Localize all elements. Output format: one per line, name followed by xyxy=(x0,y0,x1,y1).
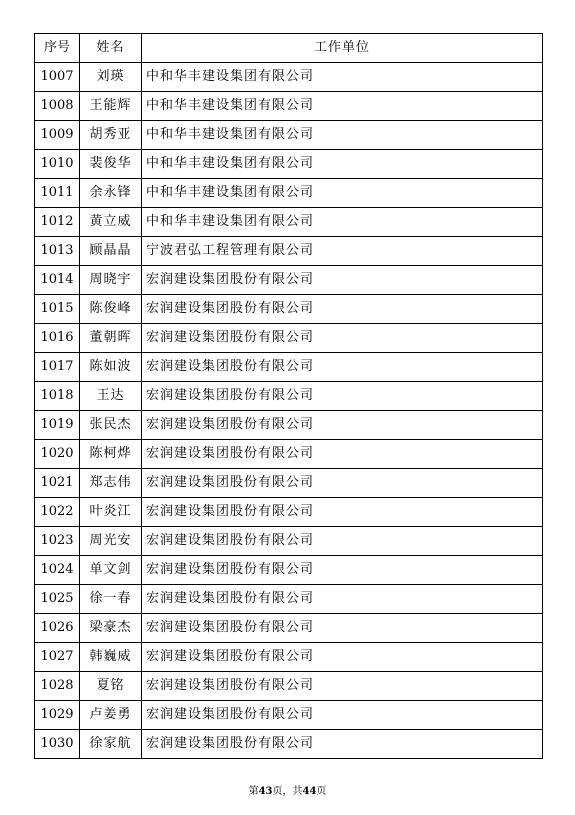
cell-name: 陈柯烨 xyxy=(80,440,142,469)
cell-work-unit: 宏润建设集团股份有限公司 xyxy=(142,295,543,324)
cell-work-unit: 中和华丰建设集团有限公司 xyxy=(142,63,543,92)
cell-work-unit: 宏润建设集团股份有限公司 xyxy=(142,730,543,759)
cell-work-unit: 宏润建设集团股份有限公司 xyxy=(142,498,543,527)
cell-serial-number: 1010 xyxy=(35,150,80,179)
cell-serial-number: 1029 xyxy=(35,701,80,730)
table-row xyxy=(35,237,543,266)
cell-name: 卢姜勇 xyxy=(80,701,142,730)
cell-name: 陈俊峰 xyxy=(80,295,142,324)
table-row xyxy=(35,614,543,643)
table-row xyxy=(35,121,543,150)
table-row xyxy=(35,411,543,440)
cell-work-unit: 中和华丰建设集团有限公司 xyxy=(142,208,543,237)
table-row xyxy=(35,353,543,382)
table-row xyxy=(35,556,543,585)
cell-work-unit: 宏润建设集团股份有限公司 xyxy=(142,643,543,672)
table-row xyxy=(35,440,543,469)
cell-serial-number: 1027 xyxy=(35,643,80,672)
table-row xyxy=(35,63,543,92)
table-row xyxy=(35,585,543,614)
table-row xyxy=(35,208,543,237)
cell-name: 徐家航 xyxy=(80,730,142,759)
cell-serial-number: 1008 xyxy=(35,92,80,121)
cell-work-unit: 中和华丰建设集团有限公司 xyxy=(142,150,543,179)
table-row xyxy=(35,672,543,701)
table-row xyxy=(35,730,543,759)
table-row xyxy=(35,92,543,121)
table-row xyxy=(35,179,543,208)
cell-name: 余永锋 xyxy=(80,179,142,208)
table-row xyxy=(35,498,543,527)
cell-name: 梁豪杰 xyxy=(80,614,142,643)
cell-work-unit: 中和华丰建设集团有限公司 xyxy=(142,179,543,208)
current-page-number: 43 xyxy=(258,786,273,797)
cell-work-unit: 中和华丰建设集团有限公司 xyxy=(142,92,543,121)
cell-name: 胡秀亚 xyxy=(80,121,142,150)
footer-suffix: 页 xyxy=(316,786,327,797)
table-row xyxy=(35,469,543,498)
cell-name: 单文剑 xyxy=(80,556,142,585)
cell-work-unit: 宏润建设集团股份有限公司 xyxy=(142,440,543,469)
cell-work-unit: 宏润建设集团股份有限公司 xyxy=(142,701,543,730)
table-row xyxy=(35,701,543,730)
cell-serial-number: 1009 xyxy=(35,121,80,150)
cell-name: 刘瑛 xyxy=(80,63,142,92)
cell-name: 陈如波 xyxy=(80,353,142,382)
cell-serial-number: 1018 xyxy=(35,382,80,411)
cell-name: 夏铭 xyxy=(80,672,142,701)
cell-work-unit: 宏润建设集团股份有限公司 xyxy=(142,382,543,411)
cell-work-unit: 宏润建设集团股份有限公司 xyxy=(142,411,543,440)
header-row xyxy=(35,34,543,63)
cell-work-unit: 宏润建设集团股份有限公司 xyxy=(142,266,543,295)
footer-prefix: 第 xyxy=(248,786,259,797)
cell-serial-number: 1007 xyxy=(35,63,80,92)
cell-name: 裴俊华 xyxy=(80,150,142,179)
cell-name: 董朝晖 xyxy=(80,324,142,353)
cell-serial-number: 1017 xyxy=(35,353,80,382)
cell-work-unit: 宏润建设集团股份有限公司 xyxy=(142,324,543,353)
cell-serial-number: 1013 xyxy=(35,237,80,266)
cell-work-unit: 宏润建设集团股份有限公司 xyxy=(142,556,543,585)
cell-name: 韩巍威 xyxy=(80,643,142,672)
cell-name: 王能辉 xyxy=(80,92,142,121)
cell-serial-number: 1025 xyxy=(35,585,80,614)
cell-serial-number: 1024 xyxy=(35,556,80,585)
cell-work-unit: 宏润建设集团股份有限公司 xyxy=(142,672,543,701)
cell-serial-number: 1026 xyxy=(35,614,80,643)
table-row xyxy=(35,266,543,295)
cell-serial-number: 1012 xyxy=(35,208,80,237)
cell-name: 徐一春 xyxy=(80,585,142,614)
cell-work-unit: 宏润建设集团股份有限公司 xyxy=(142,527,543,556)
cell-serial-number: 1019 xyxy=(35,411,80,440)
cell-name: 顾晶晶 xyxy=(80,237,142,266)
personnel-table xyxy=(34,33,543,759)
cell-work-unit: 宏润建设集团股份有限公司 xyxy=(142,585,543,614)
cell-serial-number: 1015 xyxy=(35,295,80,324)
page-footer xyxy=(0,782,575,797)
cell-name: 叶炎江 xyxy=(80,498,142,527)
cell-serial-number: 1020 xyxy=(35,440,80,469)
cell-name: 王达 xyxy=(80,382,142,411)
cell-work-unit: 宏润建设集团股份有限公司 xyxy=(142,353,543,382)
table-body xyxy=(35,63,543,759)
table-row xyxy=(35,295,543,324)
table-row xyxy=(35,382,543,411)
cell-name: 周晓宇 xyxy=(80,266,142,295)
total-page-count: 44 xyxy=(302,786,317,797)
cell-serial-number: 1016 xyxy=(35,324,80,353)
table-row xyxy=(35,324,543,353)
cell-serial-number: 1030 xyxy=(35,730,80,759)
cell-work-unit: 宁波君弘工程管理有限公司 xyxy=(142,237,543,266)
cell-serial-number: 1028 xyxy=(35,672,80,701)
cell-name: 黄立威 xyxy=(80,208,142,237)
cell-name: 郑志伟 xyxy=(80,469,142,498)
table-row xyxy=(35,527,543,556)
header-work-unit: 工作单位 xyxy=(142,34,543,63)
cell-serial-number: 1022 xyxy=(35,498,80,527)
table-row xyxy=(35,643,543,672)
header-serial-number: 序号 xyxy=(35,34,80,63)
table-header xyxy=(35,34,543,63)
footer-middle: 页，共 xyxy=(272,786,303,797)
cell-serial-number: 1011 xyxy=(35,179,80,208)
cell-work-unit: 宏润建设集团股份有限公司 xyxy=(142,614,543,643)
cell-name: 张民杰 xyxy=(80,411,142,440)
header-name: 姓名 xyxy=(80,34,142,63)
cell-serial-number: 1021 xyxy=(35,469,80,498)
cell-work-unit: 宏润建设集团股份有限公司 xyxy=(142,469,543,498)
cell-work-unit: 中和华丰建设集团有限公司 xyxy=(142,121,543,150)
cell-serial-number: 1023 xyxy=(35,527,80,556)
table-row xyxy=(35,150,543,179)
cell-serial-number: 1014 xyxy=(35,266,80,295)
cell-name: 周光安 xyxy=(80,527,142,556)
